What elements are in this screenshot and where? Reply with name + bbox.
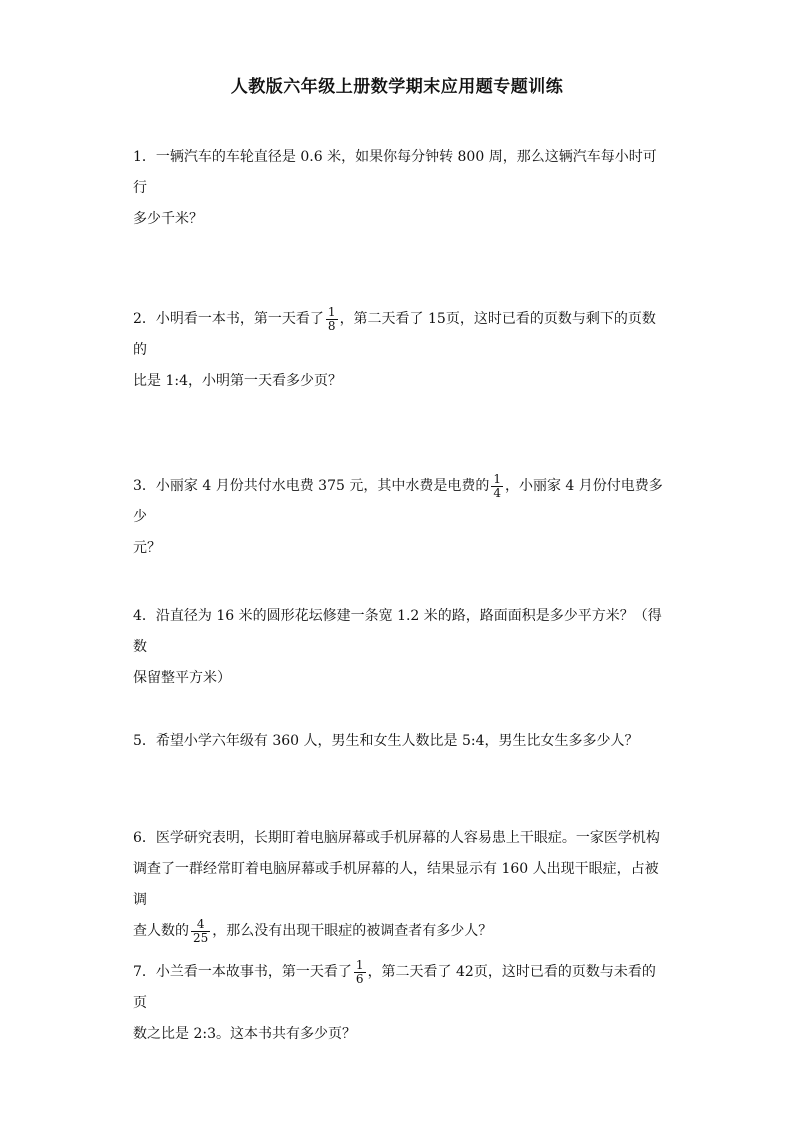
question-2-line-1 [133,304,663,366]
question-3-line-1 [133,471,663,533]
fraction-numerator: 1 [355,957,364,972]
question-4-line-2: 保留整平方米） [133,670,231,686]
question-5 [133,726,663,757]
question-6-text-a: 查人数的 [133,923,189,939]
question-2-text-a: 2．小明看一本书，第一天看了 [133,311,324,327]
fraction-denominator: 8 [327,318,336,333]
question-6-text-b: ，那么没有出现干眼症的被调查者有多少人？ [212,923,493,939]
question-2-fraction [326,306,338,333]
question-7-fraction [354,959,366,986]
question-4-line-1: 4．沿直径为 16 米的圆形花坛修建一条宽 1.2 米的路，路面面积是多少平方米？（得数 [133,608,662,655]
question-4 [133,601,663,694]
question-6 [133,823,663,947]
question-1-line-2: 多少千米？ [133,211,203,227]
question-6-line-1: 6．医学研究表明，长期盯着电脑屏幕或手机屏幕的人容易患上干眼症。一家医学机构 [133,830,660,846]
fraction-denominator: 4 [493,485,501,500]
fraction-numerator: 1 [327,304,336,319]
question-3-text-a: 3．小丽家 4 月份共付水电费 375 元，其中水费是电费的 [133,478,490,494]
question-6-line-2: 调查了一群经常盯着电脑屏幕或手机屏幕的人，结果显示有 160 人出现干眼症，占被调 [133,861,659,908]
question-3-line-2: 元？ [133,540,161,556]
question-7-text-a: 7．小兰看一本故事书，第一天看了 [133,964,352,980]
question-1-line-1: 1．一辆汽车的车轮直径是 0.6 米，如果你每分钟转 800 周，那么这辆汽车每小时可行 [133,149,657,196]
question-7-text-b: ，第二天看了 42页，这时已看的页数与未看的页 [133,964,656,1011]
question-3-text-b: ，小丽家 4 月份付电费多少 [133,478,663,525]
question-7-line-1 [133,957,663,1019]
question-7 [133,957,663,1050]
question-7-line-2: 数之比是 2:3。这本书共有多少页？ [133,1026,356,1042]
question-6-fraction [191,918,210,945]
fraction-numerator: 4 [196,916,205,931]
question-2-line-2: 比是 1:4，小明第一天看多少页？ [133,373,342,389]
fraction-denominator: 6 [355,971,364,986]
question-5-line-1: 5．希望小学六年级有 360 人，男生和女生人数比是 5:4，男生比女生多多少人？ [133,733,639,749]
question-6-line-3 [133,916,663,947]
fraction-numerator: 1 [493,471,501,486]
question-1 [133,142,663,235]
question-3 [133,471,663,564]
page-title: 人教版六年级上册数学期末应用题专题训练 [230,77,564,97]
question-3-fraction [491,473,503,500]
question-2-text-b: ，第二天看了 15页，这时已看的页数与剩下的页数的 [133,311,656,358]
question-2 [133,304,663,397]
fraction-denominator: 25 [193,930,209,945]
